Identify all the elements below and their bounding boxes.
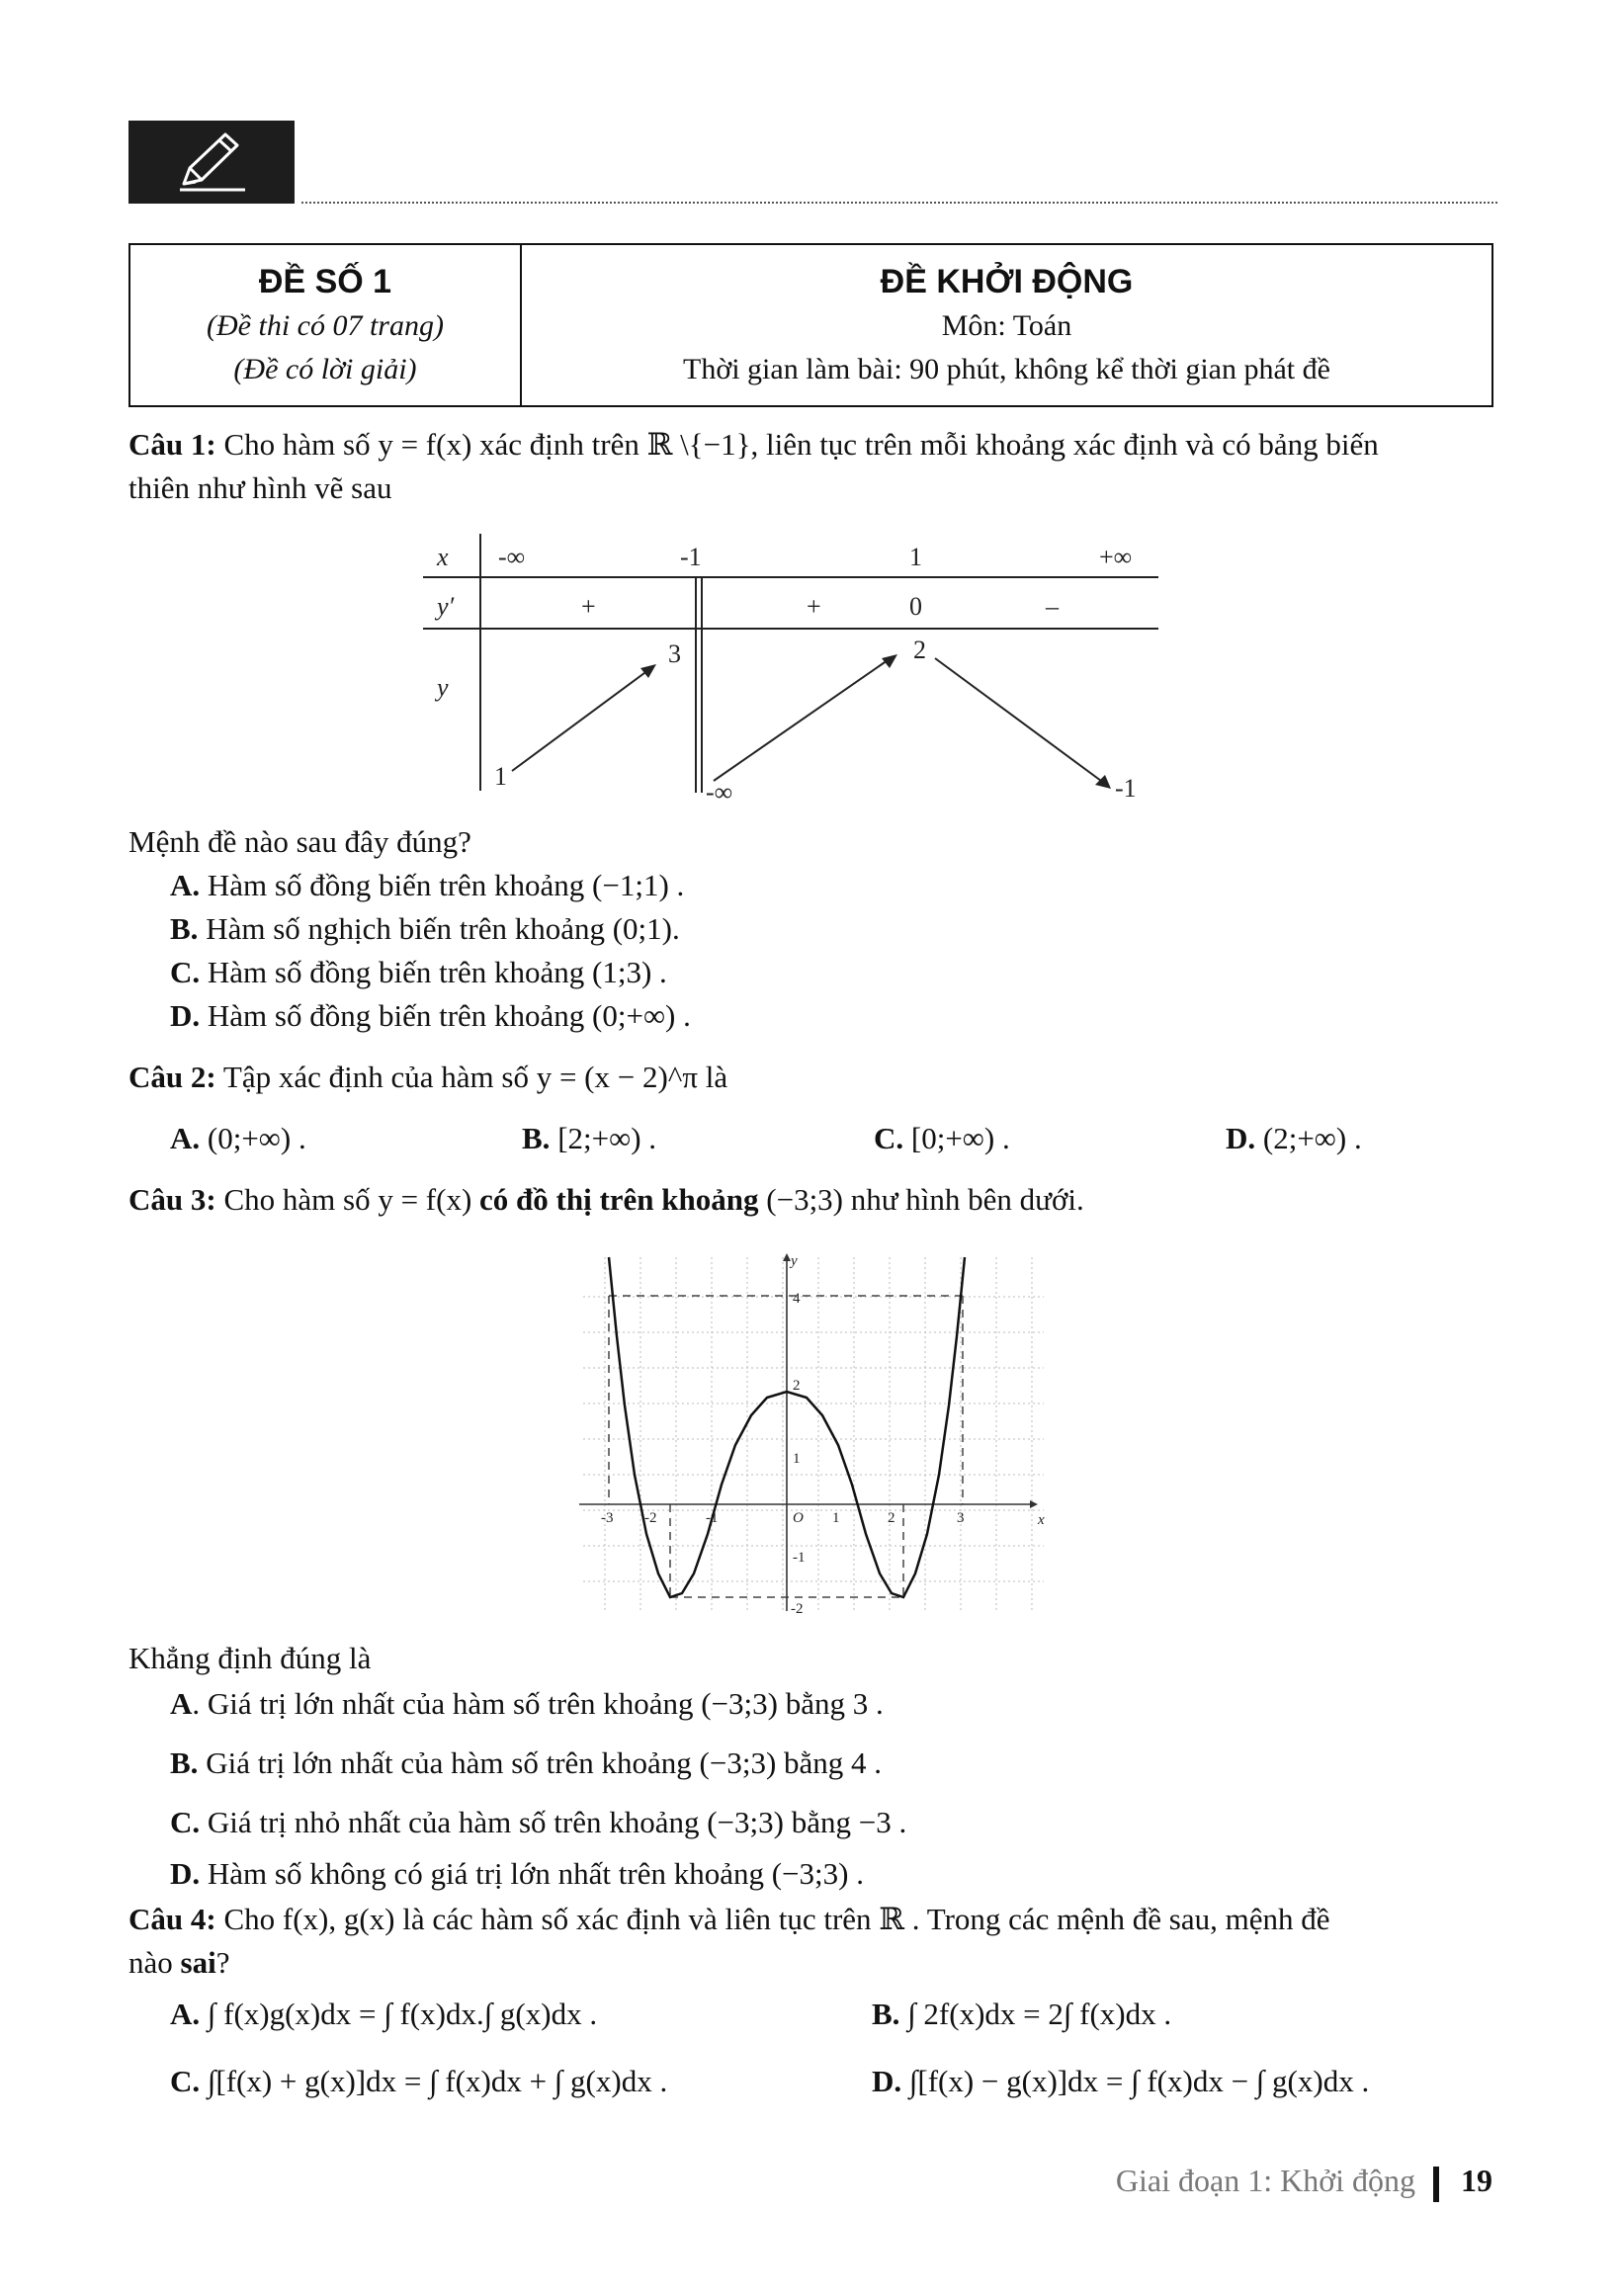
- q2-option-b[interactable]: [522, 1117, 656, 1160]
- q4-option-c[interactable]: [170, 2060, 667, 2103]
- option-text: [2;+∞) .: [557, 1121, 657, 1155]
- option-text: (2;+∞) .: [1262, 1121, 1362, 1155]
- q3-option-d[interactable]: [170, 1852, 864, 1896]
- q3-text-b: có đồ thị trên khoảng: [479, 1182, 759, 1217]
- yp-sign-1: +: [581, 592, 596, 621]
- option-key: B.: [872, 1997, 900, 2031]
- q3-option-c[interactable]: [170, 1801, 906, 1844]
- q4-label: Câu 4:: [128, 1902, 216, 1936]
- x-val-neg-inf: -∞: [498, 543, 526, 571]
- q1-option-b[interactable]: [170, 907, 680, 951]
- option-key: D.: [170, 998, 201, 1033]
- time-limit: Thời gian làm bài: 90 phút, không kể thời gian phát đề: [683, 353, 1330, 385]
- y-val-neg-inf: -∞: [706, 778, 733, 807]
- q4-stem: [128, 1898, 1330, 1941]
- y-tick-2: 2: [793, 1378, 801, 1394]
- yp-zero: 0: [909, 592, 922, 621]
- q4-option-b[interactable]: [872, 1993, 1171, 2036]
- subject: Môn: Toán: [941, 309, 1072, 342]
- q2-stem: [128, 1056, 727, 1099]
- option-key: C.: [170, 1805, 201, 1839]
- x-tick-neg2: -2: [644, 1510, 657, 1526]
- q4-text-line1: Cho f(x), g(x) là các hàm số xác định và liên tục trên ℝ . Trong các mệnh đề sau, mệnh đề: [223, 1902, 1330, 1936]
- option-text: (0;+∞) .: [207, 1121, 306, 1155]
- option-key: D.: [872, 2064, 902, 2098]
- q4-text-b1: nào: [128, 1945, 173, 1980]
- option-key: B.: [170, 1745, 199, 1780]
- option-key: A.: [170, 1121, 201, 1155]
- solution-note: (Đề có lời giải): [233, 353, 417, 385]
- y-val-neg-1: -1: [1115, 774, 1137, 803]
- q3-option-b[interactable]: [170, 1742, 882, 1785]
- q4-option-a[interactable]: [170, 1993, 597, 2036]
- variation-table: [415, 534, 1166, 807]
- origin-label: O: [793, 1510, 804, 1526]
- option-text: ∫ 2f(x)dx = 2∫ f(x)dx .: [907, 1997, 1172, 2031]
- q2-text: Tập xác định của hàm số y = (x − 2)^π là: [222, 1060, 728, 1094]
- q1-prompt: Mệnh đề nào sau đây đúng?: [128, 824, 471, 859]
- page-count: (Đề thi có 07 trang): [207, 309, 444, 342]
- y-tick-1: 1: [793, 1451, 801, 1467]
- q1-option-c[interactable]: [170, 951, 667, 994]
- option-text: ∫ f(x)g(x)dx = ∫ f(x)dx.∫ g(x)dx .: [207, 1997, 598, 2031]
- q1-option-a[interactable]: [170, 864, 684, 907]
- q4-option-d[interactable]: [872, 2060, 1369, 2103]
- q1-label: Câu 1:: [128, 427, 216, 462]
- q2-option-c[interactable]: [874, 1117, 1010, 1160]
- yp-sign-2: +: [807, 592, 821, 621]
- y-val-2: 2: [913, 636, 926, 664]
- option-text: Hàm số nghịch biến trên khoảng (0;1).: [206, 911, 680, 946]
- option-text: Hàm số đồng biến trên khoảng (1;3) .: [207, 955, 667, 989]
- q1-stem: [128, 423, 1379, 467]
- q1-option-d[interactable]: [170, 994, 691, 1038]
- x-val-one: 1: [909, 543, 922, 571]
- exam-info-cell: [522, 245, 1491, 405]
- option-key: C.: [170, 2064, 201, 2098]
- option-text: Giá trị lớn nhất của hàm số trên khoảng (−3;3) bằng 4 .: [206, 1745, 883, 1780]
- q4-text-b2: sai: [180, 1945, 216, 1980]
- option-key: A: [170, 1686, 193, 1721]
- exam-id-cell: [130, 245, 522, 405]
- x-tick-neg3: -3: [601, 1510, 614, 1526]
- option-text: Hàm số đồng biến trên khoảng (0;+∞) .: [207, 998, 691, 1033]
- q3-option-a[interactable]: [170, 1682, 884, 1726]
- option-key: C.: [170, 955, 201, 989]
- q3-stem: [128, 1178, 1084, 1222]
- option-text: Hàm số đồng biến trên khoảng (−1;1) .: [207, 868, 685, 902]
- x-val-neg-one: -1: [680, 543, 702, 571]
- exam-number: ĐỀ SỐ 1: [258, 263, 392, 300]
- row-label-x: x: [437, 543, 449, 571]
- option-text: ∫[f(x) − g(x)]dx = ∫ f(x)dx − ∫ g(x)dx .: [908, 2064, 1370, 2098]
- row-label-y: y: [437, 673, 449, 702]
- option-key: A.: [170, 868, 201, 902]
- y-axis-label: y: [791, 1253, 798, 1269]
- q3-text-c: (−3;3) như hình bên dưới.: [766, 1182, 1084, 1217]
- q3-label: Câu 3:: [128, 1182, 216, 1217]
- y-tick-neg1: -1: [793, 1550, 806, 1566]
- option-key: D.: [170, 1856, 201, 1891]
- option-text: Hàm số không có giá trị lớn nhất trên khoảng (−3;3) .: [207, 1856, 864, 1891]
- option-text: [0;+∞) .: [910, 1121, 1010, 1155]
- option-text: Giá trị nhỏ nhất của hàm số trên khoảng (−3;3) bằng −3 .: [207, 1805, 907, 1839]
- x-tick-1: 1: [832, 1510, 840, 1526]
- option-text: ∫[f(x) + g(x)]dx = ∫ f(x)dx + ∫ g(x)dx .: [207, 2064, 668, 2098]
- option-text: . Giá trị lớn nhất của hàm số trên khoảng (−3;3) bằng 3 .: [192, 1686, 884, 1721]
- yp-sign-3: –: [1046, 592, 1059, 621]
- page-number: 19: [1461, 2163, 1492, 2198]
- header-divider: [301, 202, 1497, 204]
- q3-text-a: Cho hàm số y = f(x): [223, 1182, 472, 1217]
- x-axis-label: x: [1038, 1512, 1045, 1528]
- q4-text-b3: ?: [215, 1945, 230, 1980]
- x-tick-neg1: -1: [706, 1510, 719, 1526]
- page-footer: [1116, 2163, 1492, 2202]
- x-val-pos-inf: +∞: [1099, 543, 1133, 571]
- x-tick-2: 2: [888, 1510, 895, 1526]
- footer-section: Giai đoạn 1: Khởi động: [1115, 2163, 1415, 2198]
- q2-option-a[interactable]: [170, 1117, 306, 1160]
- q1-text-line2: thiên như hình vẽ sau: [128, 470, 392, 505]
- footer-divider: [1433, 2167, 1439, 2202]
- section-badge: [128, 121, 295, 204]
- q1-text-line1: Cho hàm số y = f(x) xác định trên ℝ \{−1}, liên tục trên mỗi khoảng xác định và có bảng biến: [223, 427, 1379, 462]
- q2-option-d[interactable]: [1226, 1117, 1362, 1160]
- y-tick-4: 4: [793, 1291, 801, 1307]
- option-key: D.: [1226, 1121, 1256, 1155]
- q4-text-line2: [128, 1941, 229, 1985]
- option-key: B.: [170, 911, 199, 946]
- row-label-yprime: y′: [437, 592, 455, 621]
- exam-header: [128, 243, 1493, 407]
- y-tick-neg2: -2: [791, 1601, 804, 1617]
- option-key: A.: [170, 1997, 201, 2031]
- q3-prompt: Khẳng định đúng là: [128, 1641, 372, 1675]
- exam-title: ĐỀ KHỞI ĐỘNG: [880, 263, 1134, 300]
- y-val-1: 1: [494, 762, 507, 791]
- option-key: C.: [874, 1121, 904, 1155]
- pencil-icon: [176, 130, 249, 194]
- option-key: B.: [522, 1121, 551, 1155]
- x-tick-3: 3: [957, 1510, 965, 1526]
- function-graph: [565, 1247, 1060, 1619]
- y-val-3: 3: [668, 639, 681, 668]
- q2-label: Câu 2:: [128, 1060, 216, 1094]
